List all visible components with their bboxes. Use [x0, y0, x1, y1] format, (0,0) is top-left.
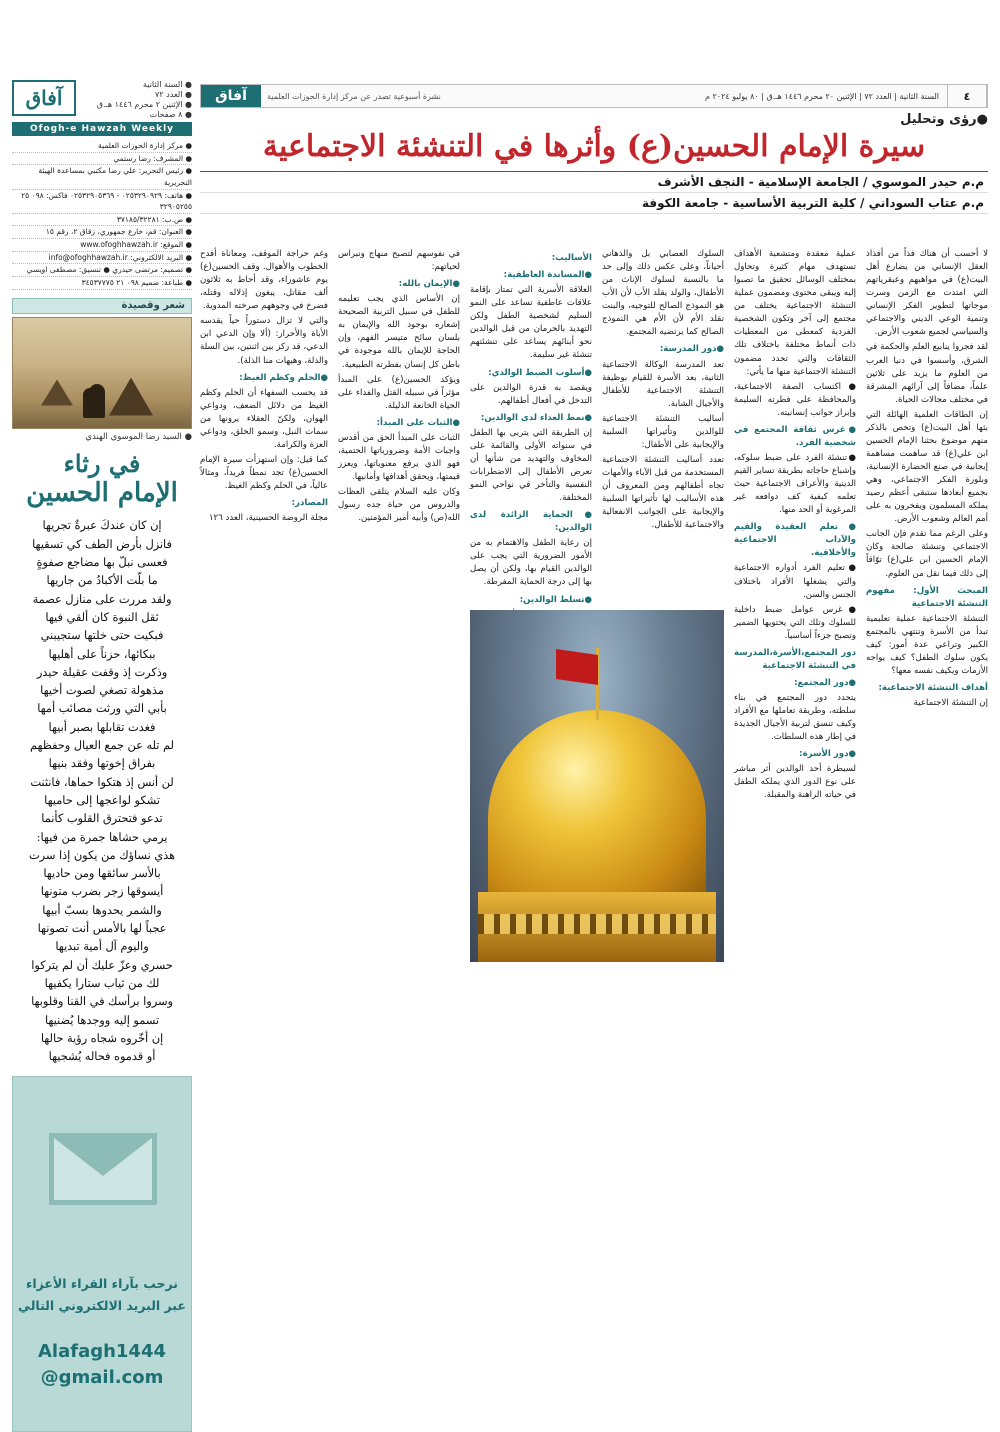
envelope-icon: [49, 1133, 157, 1205]
paragraph: الثبات على المبدأ الحق من أقدس واجبات الأمة وضرورياتها الحتمية، فهو الذي يرفع معنوياتها، ويعزز قيمتها، ويحقق أهدافها وأمانيها.: [338, 432, 460, 482]
poem-line: أيسوقها زجر بضرب متونها: [40, 885, 164, 899]
poem-body: [12, 517, 192, 1066]
credit-line: ● ص.ب: ٣٧١٨٥/٣٢٢٨١: [12, 214, 192, 227]
paragraph: إن الأساس الذي يجب تعليمه للطفل في سبيل التربية الصحيحة إشعاره بوجود الله والإيمان به بلسان سائح متيسر الفهم، وإن الحاجة للإيمان بالله موجودة في باطن كل إنسان بفطرته الطبيعية.: [338, 294, 460, 370]
article-column: [470, 248, 592, 605]
poem-line: ببكائها، حزناً على أهليها: [48, 647, 156, 661]
article: [200, 112, 988, 1422]
poem-line: مذهولة تصغي لصوت أخيها: [40, 684, 164, 698]
subheading: المبحث الأول: مفهوم التنشئة الاجتماعية: [866, 585, 988, 609]
header-logo: آفاق: [201, 85, 261, 107]
paragraph: العلاقة الأسرية التي تمتاز بإقامة علاقات عاطفية تساعد على النمو السليم لشخصية الطفل ولكن التهديد بالحرمان من قبل الوالدين نحو أبنائهم يساعد على تنشئتهم تنشئة غير سليمة.: [470, 285, 592, 361]
subheading: الأساليب:: [551, 253, 592, 263]
poem-line: فغدت تقابلها بصبر أبيها: [48, 720, 156, 734]
subheading: أهداف التنشئة الاجتماعية:: [878, 683, 988, 693]
poem-line: إن أخّروه شجاه رؤية حالها: [40, 1031, 164, 1045]
article-column: [866, 248, 988, 1422]
dome-drum: [478, 892, 716, 962]
karbala-painting: [12, 317, 192, 429]
year-info-line: ● العدد ٧٢: [155, 90, 192, 99]
subheading: ●غرس ثقافة المجتمع في شخصية الفرد.: [734, 424, 856, 448]
article-columns: [200, 248, 988, 1422]
poem-line: لن أنس إذ هتكوا حماها، فانثنت: [30, 775, 174, 789]
section-kicker: ●رؤى وتحليل: [900, 112, 988, 127]
author-line: م.م عتاب السوداني / كلية التربية الأساسية - جامعة الكوفة: [200, 193, 988, 214]
poem-line: بفراق إخوتها وفقد بنيها: [48, 757, 156, 771]
poem-section-header: شعر وقصيدة: [12, 298, 192, 314]
paragraph: وغم حراجة الموقف، ومعاناة أفدح الخطوب والأهوال. وقف الحسين(ع) يوم عاشوراء، وقد أحاط به ثلاثون ألف مقاتل، يبغون إذلاله وقتله، فضرخ في وجوههم صرخته المدوية.: [200, 249, 328, 312]
paragraph: عملية معقدة ومتشعبة الأهداف تستهدف مهام كثيرة وتحاول بمختلف الوسائل تحقيق ما تصبوا إليه ويبقى محتوى ومضمون عملية التنشئة الاجتماعية يختلف من مجتمع إلى آخر وتكون الشخصية الفردية كمعطى من المعطيات ذات أنماط مختلفة باختلاف تلك الثقافات والتي تحدد مضمون التنشئة الاجتماعية منها ما يأتي:: [734, 249, 856, 377]
subheading: ●تعلم العقيدة والقيم والآداب الاجتماعية والأخلاقية.: [734, 522, 856, 559]
mail-address[interactable]: [13, 1339, 191, 1389]
website-link[interactable]: ● الموقع: www.ofoghhawzah.ir: [12, 239, 192, 252]
year-info-line: ● السنة الثانية: [142, 80, 192, 89]
poem-line: فعسى نبلّ بها مضاجع صفوةٍ: [36, 556, 168, 570]
credit-line: ● تصميم: مرتضى حيدري ● تنسيق: مصطفى اويسي: [12, 264, 192, 277]
poet-name: ● السيد رضا الموسوي الهندي: [85, 431, 192, 442]
paragraph: ويقصد به قدرة الوالدين على التدخل في أفعال أطفالهم.: [470, 382, 592, 406]
mail-domain: @gmail.com: [40, 1366, 164, 1388]
tent-shape: [41, 380, 73, 406]
red-flag: [556, 649, 598, 685]
credit-line: ● العنوان: قم، خارع جمهوري، زقاق ٢، رقم ١٥: [12, 226, 192, 239]
subheading: ●الحلم وكظم الغيظ:: [239, 372, 328, 383]
year-info-line: ● الإثنين ٢ محرم ١٤٤٦ هـ.ق: [96, 100, 192, 109]
paragraph: التنشئة الاجتماعية عملية تعليمية تبدأ من الأسرة وتنتهي بالمجتمع الكبير وتراعي عدة أمور: كيف يكون سلوك الطفل؟ كيف يواجه الأزمات ويكيف نفسه معها؟: [866, 613, 988, 676]
paragraph: إن الطاقات العلمية الهائلة التي بثها أهل البيت(ع) وتخص بالذكر منهم موضوع بحثنا الإمام الحسين ابن علي(ع) قد ساهمت مساهمة إيجابية في صنع الحضارة الإنسانية، وبلورة الفكر الاجتماعي، وهي بجميع أبعادها ستبقى أعظم رصيد يملكه المسلمون ويفخرون به على أمم العالم وشعوب الأرض.: [866, 409, 988, 525]
poem-line: تسمو إليه ووجدها يُضنيها: [44, 1013, 160, 1027]
tent-shape: [109, 378, 153, 416]
paragraph: لسيطرة أحد الوالدين أثر مباشر على نوع الدور الذي يملكه الطفل في حياته الراهنة والمقبلة.: [734, 764, 856, 801]
publisher-line: نشرة أسبوعية تصدر عن مركز إدارة الحوزات العلمية: [267, 91, 441, 101]
credit-line: ● هاتف: ٠٢٥٣٢٩٠٩٢٩ - ٠٢٥٣٢٩٠٥٣٦٩ فاكس: ٠٩٨ ٢٥ ٣٢٩٠٥٢٥٥: [12, 190, 192, 214]
paragraph: لقد فجروا ينابيع العلم والحكمة في الشرق، وأسسوا في دنيا العرب من العلوم ما يزيد على ثلاثين علماً، مضافاً إلى آرائهم المشرقة في مختلف مجالات الحياة.: [866, 342, 988, 405]
poem-title-line: في رثاء: [63, 448, 141, 478]
subheading: ●الثبات على المبدأ:: [376, 417, 460, 428]
poem-line: لك من ثياب ستارا يكفيها: [44, 976, 160, 990]
poem-line: بأبي التي ورثت مصائب أمها: [37, 702, 167, 716]
poem-line: أو قدموه فحاله يُشجيها: [48, 1050, 156, 1064]
poem-line: فانزل بأرض الطف كي تسقيها: [32, 537, 172, 551]
subheading: ●نمط العداء لدى الوالدين:: [480, 412, 592, 423]
subheading: ●أسلوب الضبط الوالدي:: [488, 367, 592, 378]
credit-line: ● طباعة: ضميم ٠٩٨ ٢١ ٣٤٥٣٧٧٧٥: [12, 277, 192, 290]
authors: [200, 171, 988, 214]
poem-line: فبكيت حتى خلتها ستجيبني: [40, 629, 164, 643]
author-line: م.م حيدر الموسوي / الجامعة الإسلامية - النجف الأشرف: [200, 172, 988, 193]
subheading: المصادر:: [291, 498, 328, 509]
paragraph: وعلى الرغم مما تقدم فإن الجانب الاجتماعي وتنشئة صالحة وكان الإمام الحسين ابن علي(ع) توّاقاً إلى ذلك فيما نقل من العلوم.: [866, 529, 988, 579]
poem-line: ولقد مررت على منازل عصمة: [32, 592, 172, 606]
paragraph: ●غرس عوامل ضبط داخلية للسلوك وتلك التي يحتويها الضمير وتصبح جزءاً أساسياً.: [734, 604, 856, 641]
subheading: ●دور المجتمع:: [794, 677, 856, 688]
credit-line: ● رئيس التحرير: علي رضا مكتبي بمساعدة الهيئة التحريرية: [12, 165, 192, 189]
page-header-bar: [200, 84, 988, 108]
article-title: سيرة الإمام الحسين(ع) وأثرها في التنشئة الاجتماعية: [262, 129, 926, 164]
poem-line: عجباً لها بالأمس أنت تصونها: [37, 922, 167, 936]
credit-line: ● المشرف: رضا رستمي: [12, 153, 192, 166]
page-number: ٤: [947, 85, 987, 107]
year-info: [84, 80, 192, 120]
poem-line: حسري وعزّ عليك أن لم يتركوا: [31, 958, 173, 972]
poem-line: ما بلّت الأكبادُ من جاريها: [46, 574, 158, 588]
paragraph: والتي لا تزال دستوراً حياً يقدسه الأباة والأحرار: (ألا وإن الدعي ابن الدعي، قد ركز بين اثنتين، بين السلة والذلة، وهيهات منا الذلة).: [200, 316, 328, 366]
poem-line: والشمر يحدوها بسبّ أبيها: [42, 903, 162, 917]
subheading: دور المجتمع،الأسرة،المدرسة في التنشئة الاجتماعية: [734, 647, 856, 671]
mail-invite-line: نرحب بآراء القراء الأعزاء: [25, 1276, 179, 1292]
figure-shape: [83, 388, 97, 418]
credits-list: [12, 140, 192, 290]
poem-line: وسروا برأسك في القنا وقلوبها: [31, 995, 173, 1009]
afaq-logo: آفاق: [12, 80, 76, 116]
mail-user: Alafagh1444: [37, 1341, 167, 1363]
poem-line: لم تله عن جمع العيال وحفظهم: [30, 739, 174, 753]
weekly-banner: Ofogh-e Hawzah Weekly: [12, 122, 192, 136]
paragraph: يتحدد دور المجتمع في بناء سلطته، وطريقة تعاملها مع الأفراد وكيف تنسق لتربية الأجيال الجديدة في إطار هذه السلطات.: [734, 693, 856, 743]
poem-line: بالأسر سائقها ومن حاديها: [43, 867, 161, 881]
article-column: [200, 248, 328, 1422]
subheading: ●دور الأسرة:: [799, 749, 856, 760]
paragraph: قد يحسب السفهاء أن الحلم وكظم الغيظ من دلائل الضعف، ودواعي الهوان، ولكنّ العقلاء يرونها من سمات النبل، وسمو الخلق، ودواعي العزة والكرامة.: [200, 387, 328, 450]
mail-invite-line: عبر البريد الالكتروني التالي: [18, 1297, 186, 1313]
paragraph: تعد المدرسة الوكالة الاجتماعية الثانية، بعد الأسرة للقيام بوظيفة التنشئة الاجتماعية للأطفال والأجيال الشابة.: [602, 359, 724, 409]
poem-line: هذي نساؤك من يكون إذا سرت: [29, 848, 175, 862]
article-column: [602, 248, 724, 602]
subheading: ●تسلط الوالدين:: [519, 594, 592, 605]
year-info-line: ● ٨ صفحات: [149, 110, 192, 119]
sidebar-header: [12, 80, 192, 119]
subheading: ●دور المدرسة:: [659, 344, 724, 355]
paragraph: أساليب التنشئة الاجتماعية للوالدين وتأثيراتها السلبية والإيجابية على الأطفال:: [602, 413, 724, 450]
issue-info: السنة الثانية | العدد ٧٢ | الإثنين ٢٠ محرم ١٤٤٦ هـ.ق | ٨٠ يوليو ٢٠٢٤ م: [705, 91, 939, 101]
poem-line: واليوم آل أمية تبديها: [55, 940, 149, 954]
paragraph: السلوك العصابي بل والذهاني أحياناً، وعلى عكس ذلك وإلى حد ما بالنسبة لسلوك الإناث من الأطفال، والولد يقلد الأب لأن الأب هو النموذج الصالح للتوجيه، والبنت تقلد الأم لأن الأم هي النموذج الصالح كما يرتضيه المجتمع.: [602, 249, 724, 338]
paragraph: في نفوسهم لتصبح منهاج ونبراس لحياتهم:: [338, 249, 460, 273]
paragraph: ويؤكد الحسين(ع) على المبدأ مؤثراً في سبيله القتل والفداء على الحياة الخانعة الذليلة.: [338, 374, 460, 411]
paragraph: ●تعليم الفرد أدواره الاجتماعية والتي يشغلها الأفراد باختلاف الجنس والسن.: [734, 563, 856, 600]
paragraph: مجلة الروضة الحسينية، العدد ١٢٦: [208, 513, 328, 524]
paragraph: لا أحسب أن هناك فذاً من أفذاذ العقل الإنساني من يضارع أهل البيت(ع) في مواهبهم وعبقرياتهم التي امتدت مع الزمن وسرت موجاتها لتطوير الفكر الإنساني وتنمية الوعي الديني والاجتماعي والسياسي لجميع شعوب الأرض.: [866, 249, 988, 338]
subheading: ●الإيمان بالله:: [398, 279, 460, 290]
poem-line: وذكرت إذ وقفت عقيلة حيدر: [36, 665, 168, 679]
article-column: [734, 248, 856, 1422]
poem-title-line: الإمام الحسين: [26, 478, 178, 509]
golden-dome: [488, 710, 706, 910]
poem-line: تدعو فتحترق القلوب كأنما: [41, 812, 163, 826]
paragraph: وكان عليه السلام يتلقى العظات والدروس من حياة جده رسول الله(ص) وأبيه أمير المؤمنين.: [338, 487, 460, 524]
sidebar: [12, 80, 192, 1420]
subheading: ●المساندة العاطفية:: [503, 270, 592, 281]
poem-title: [12, 450, 192, 510]
poem-line: يرمي حشاها جمرة من فيها:: [36, 830, 168, 844]
poem-line: تشكو لواعجها إلى حاميها: [44, 793, 160, 807]
paragraph: إن الطريقة التي يتربى بها الطفل في سنواته الأولى والقائمة على المخاوف والتهديد من شأنها أن تعرض الأطفال إلى الاضطرابات النفسية والتأخر في نواحي النمو المختلفة.: [470, 427, 592, 504]
credit-line: ● مركز إدارة الحوزات العلمية: [12, 140, 192, 153]
reader-mail-box: [12, 1076, 192, 1432]
poem-line: ثقل النبوة كان ألقي فيها: [45, 610, 159, 624]
paragraph: إن التنشئة الاجتماعية: [913, 698, 988, 709]
paragraph: ●اكتساب الصفة الاجتماعية، والمحافظة على فطرته السليمة وإبراز جوانب إنسانيته.: [734, 381, 856, 418]
paragraph: كما قيل: وإن استهزأت سيرة الإمام الحسين(ع) تجد نمطاً فريداً، ومثالاً عالياً، في الحلم وكظم الغيظ.: [200, 454, 328, 492]
mail-invite: [13, 1273, 191, 1316]
paragraph: ●تنشئة الفرد على ضبط سلوكه، وإشباع حاجاته بطريقة تساير القيم الدينية والأعراف الاجتماعية حيث تعلمه كيفية كف دوافعه غير المرغوبة أو الحد منها.: [734, 452, 856, 516]
paragraph: إن رعاية الطفل والاهتمام به من الأمور الضرورية التي يجب على الوالدين القيام بها، ولكن أن يصل بها إلى درجة الحماية المفرطة.: [470, 538, 592, 588]
subheading: ●الحماية الزائدة لدى الوالدين:: [470, 510, 592, 534]
email-link[interactable]: ● البريد الالكتروني: info@ofoghhawzah.ir: [12, 252, 192, 265]
article-column: [338, 248, 460, 1422]
paragraph: تعدد أساليب التنشئة الاجتماعية المستخدمة من قبل الآباء والأمهات تجاه أطفالهم ومن المعروف أن هذه الأساليب لها تأثيراتها السلبية والإيجابية على الجوانب الانفعالية والاجتماعية للأطفال.: [602, 454, 724, 531]
shrine-dome-photo: [470, 610, 724, 962]
poem-line: إن كان عندكَ عبرةٌ تجريها: [42, 519, 162, 533]
